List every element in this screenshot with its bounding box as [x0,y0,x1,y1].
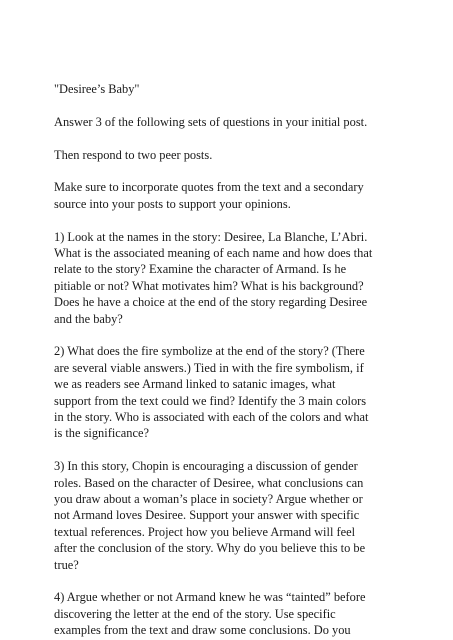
question-1: 1) Look at the names in the story: Desiree, La Blanche, L’Abri. What is the associated meaning of each name and how does that relate to the story? Examine the character of Armand. Is he pitiable or not? What motivates him? What is his background? Does he have a choice at the end of the story regarding Desiree and the baby? [54,229,373,326]
instruction-answer: Answer 3 of the following sets of questions in your initial post. [54,114,368,129]
question-2: 2) What does the fire symbolize at the end of the story? (There are several viable answers.) Tied in with the fire symbolism, if we as readers see Armand linked to satanic images, what support from the text could we find? Identify the 3 main colors in the story. Who is associated with each of the colors and what is the significance? [54,344,369,441]
instruction-respond: Then respond to two peer posts. [54,147,213,162]
question-4: 4) Argue whether or not Armand knew he was “tainted” before discovering the letter at the end of the story. Use specific examples from the text and draw some conclusions. Do you [54,590,366,638]
question-3: 3) In this story, Chopin is encouraging a discussion of gender roles. Based on the character of Desiree, what conclusions can you draw about a woman’s place in society? Argue whether or not Armand loves Desiree. Support your answer with specific textual references. Project how you believe Armand will feel after the conclusion of the story. Why do you believe this to be true? [54,459,366,572]
instruction-quotes: Make sure to incorporate quotes from the text and a secondary source into your posts to support your opinions. [54,180,364,211]
document-title: "Desiree’s Baby" [54,82,140,96]
